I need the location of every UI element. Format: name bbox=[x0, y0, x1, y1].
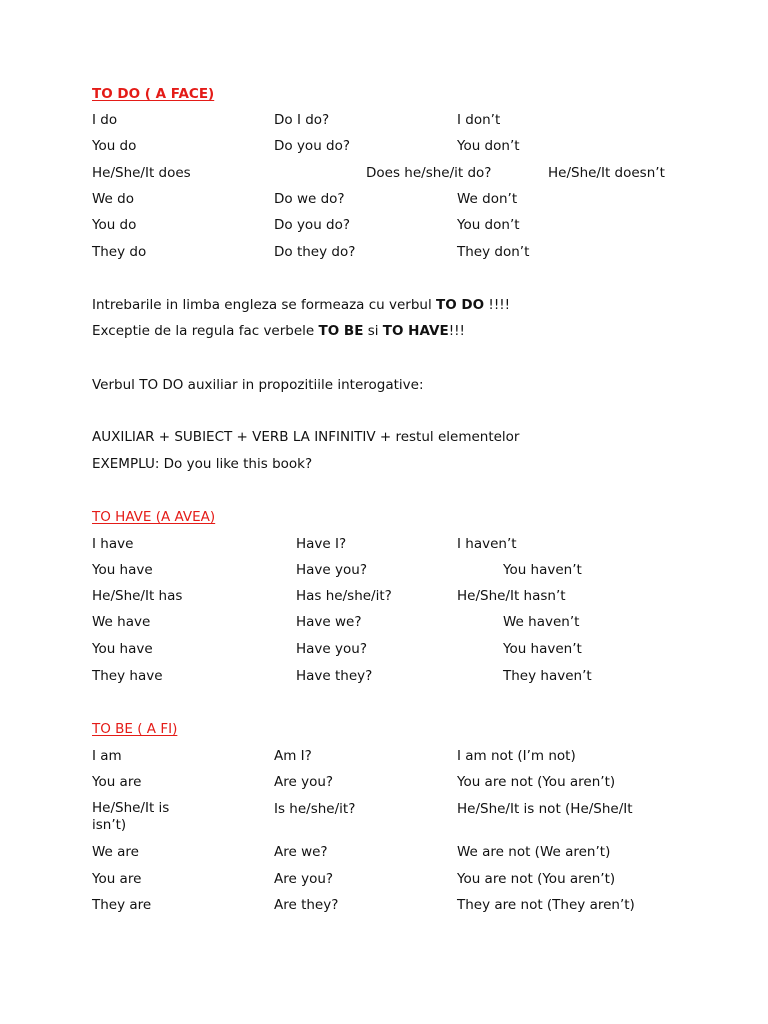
to-have-question-3: Has he/she/it? bbox=[296, 588, 392, 604]
to-do-question-2: Do you do? bbox=[274, 138, 351, 154]
to-do-question-5: Do you do? bbox=[274, 217, 351, 233]
note-formula: AUXILIAR + SUBIECT + VERB LA INFINITIV + restul elementelor bbox=[92, 429, 520, 445]
to-be-affirmative-2: You are bbox=[92, 774, 142, 790]
to-be-question-3: Is he/she/it? bbox=[274, 801, 356, 817]
note-questions-rule-text: Intrebarile in limba engleza se formeaza cu verbul bbox=[92, 297, 437, 313]
to-be-negative-6: They are not (They aren’t) bbox=[457, 897, 635, 913]
to-be-affirmative-1: I am bbox=[92, 748, 122, 764]
to-be-negative-5: You are not (You aren’t) bbox=[457, 871, 616, 887]
to-do-negative-2: You don’t bbox=[457, 138, 520, 154]
to-be-affirmative-4: We are bbox=[92, 844, 139, 860]
to-have-negative-1: I haven’t bbox=[457, 536, 517, 552]
to-do-affirmative-6: They do bbox=[92, 244, 147, 260]
to-be-affirmative-5: You are bbox=[92, 871, 142, 887]
to-do-heading: TO DO ( A FACE) bbox=[92, 86, 215, 102]
to-have-affirmative-4: We have bbox=[92, 614, 151, 630]
to-have-affirmative-3: He/She/It has bbox=[92, 588, 183, 604]
to-be-question-4: Are we? bbox=[274, 844, 328, 860]
to-do-affirmative-2: You do bbox=[92, 138, 137, 154]
to-do-question-4: Do we do? bbox=[274, 191, 345, 207]
to-have-negative-6: They haven’t bbox=[503, 668, 592, 684]
to-be-negative-2: You are not (You aren’t) bbox=[457, 774, 616, 790]
to-do-question-3: Does he/she/it do? bbox=[366, 165, 492, 181]
to-be-negative-3: He/She/It is not (He/She/It bbox=[457, 801, 633, 817]
note-exception-exclaim: !!! bbox=[448, 323, 465, 339]
note-questions-rule-exclaim: !!!! bbox=[484, 297, 511, 313]
note-exception bbox=[92, 322, 465, 340]
note-questions-rule bbox=[92, 296, 510, 314]
to-do-negative-1: I don’t bbox=[457, 112, 501, 128]
to-be-heading: TO BE ( A FI) bbox=[92, 721, 178, 737]
to-have-affirmative-6: They have bbox=[92, 668, 163, 684]
to-have-question-6: Have they? bbox=[296, 668, 373, 684]
to-have-heading: TO HAVE (A AVEA) bbox=[92, 509, 216, 525]
to-be-negative-1: I am not (I’m not) bbox=[457, 748, 576, 764]
note-exception-to-have: TO HAVE bbox=[382, 323, 449, 339]
to-do-affirmative-3: He/She/It does bbox=[92, 165, 191, 181]
note-exception-si: si bbox=[363, 323, 383, 339]
to-have-question-4: Have we? bbox=[296, 614, 362, 630]
to-be-affirmative-3: He/She/It is isn’t) bbox=[92, 800, 170, 833]
to-do-negative-6: They don’t bbox=[457, 244, 530, 260]
to-do-negative-4: We don’t bbox=[457, 191, 518, 207]
note-questions-rule-verb: TO DO bbox=[436, 297, 485, 313]
to-have-question-2: Have you? bbox=[296, 562, 367, 578]
to-have-question-5: Have you? bbox=[296, 641, 367, 657]
to-be-question-6: Are they? bbox=[274, 897, 339, 913]
to-be-negative-4: We are not (We aren’t) bbox=[457, 844, 611, 860]
to-do-affirmative-5: You do bbox=[92, 217, 137, 233]
to-do-question-6: Do they do? bbox=[274, 244, 356, 260]
to-do-negative-5: You don’t bbox=[457, 217, 520, 233]
to-be-affirmative-6: They are bbox=[92, 897, 152, 913]
to-have-negative-3: He/She/It hasn’t bbox=[457, 588, 566, 604]
to-be-question-2: Are you? bbox=[274, 774, 334, 790]
to-be-question-1: Am I? bbox=[274, 748, 312, 764]
note-exception-to-be: TO BE bbox=[318, 323, 364, 339]
note-auxiliary: Verbul TO DO auxiliar in propozitiile interogative: bbox=[92, 377, 424, 393]
note-example: EXEMPLU: Do you like this book? bbox=[92, 456, 313, 472]
to-do-affirmative-1: I do bbox=[92, 112, 118, 128]
to-do-question-1: Do I do? bbox=[274, 112, 330, 128]
to-do-affirmative-4: We do bbox=[92, 191, 134, 207]
to-have-negative-4: We haven’t bbox=[503, 614, 580, 630]
to-have-negative-5: You haven’t bbox=[503, 641, 582, 657]
to-have-affirmative-2: You have bbox=[92, 562, 153, 578]
to-do-negative-3: He/She/It doesn’t bbox=[548, 165, 665, 181]
to-have-affirmative-5: You have bbox=[92, 641, 153, 657]
to-have-negative-2: You haven’t bbox=[503, 562, 582, 578]
to-have-affirmative-1: I have bbox=[92, 536, 134, 552]
to-have-question-1: Have I? bbox=[296, 536, 347, 552]
to-be-question-5: Are you? bbox=[274, 871, 334, 887]
note-exception-text: Exceptie de la regula fac verbele bbox=[92, 323, 319, 339]
